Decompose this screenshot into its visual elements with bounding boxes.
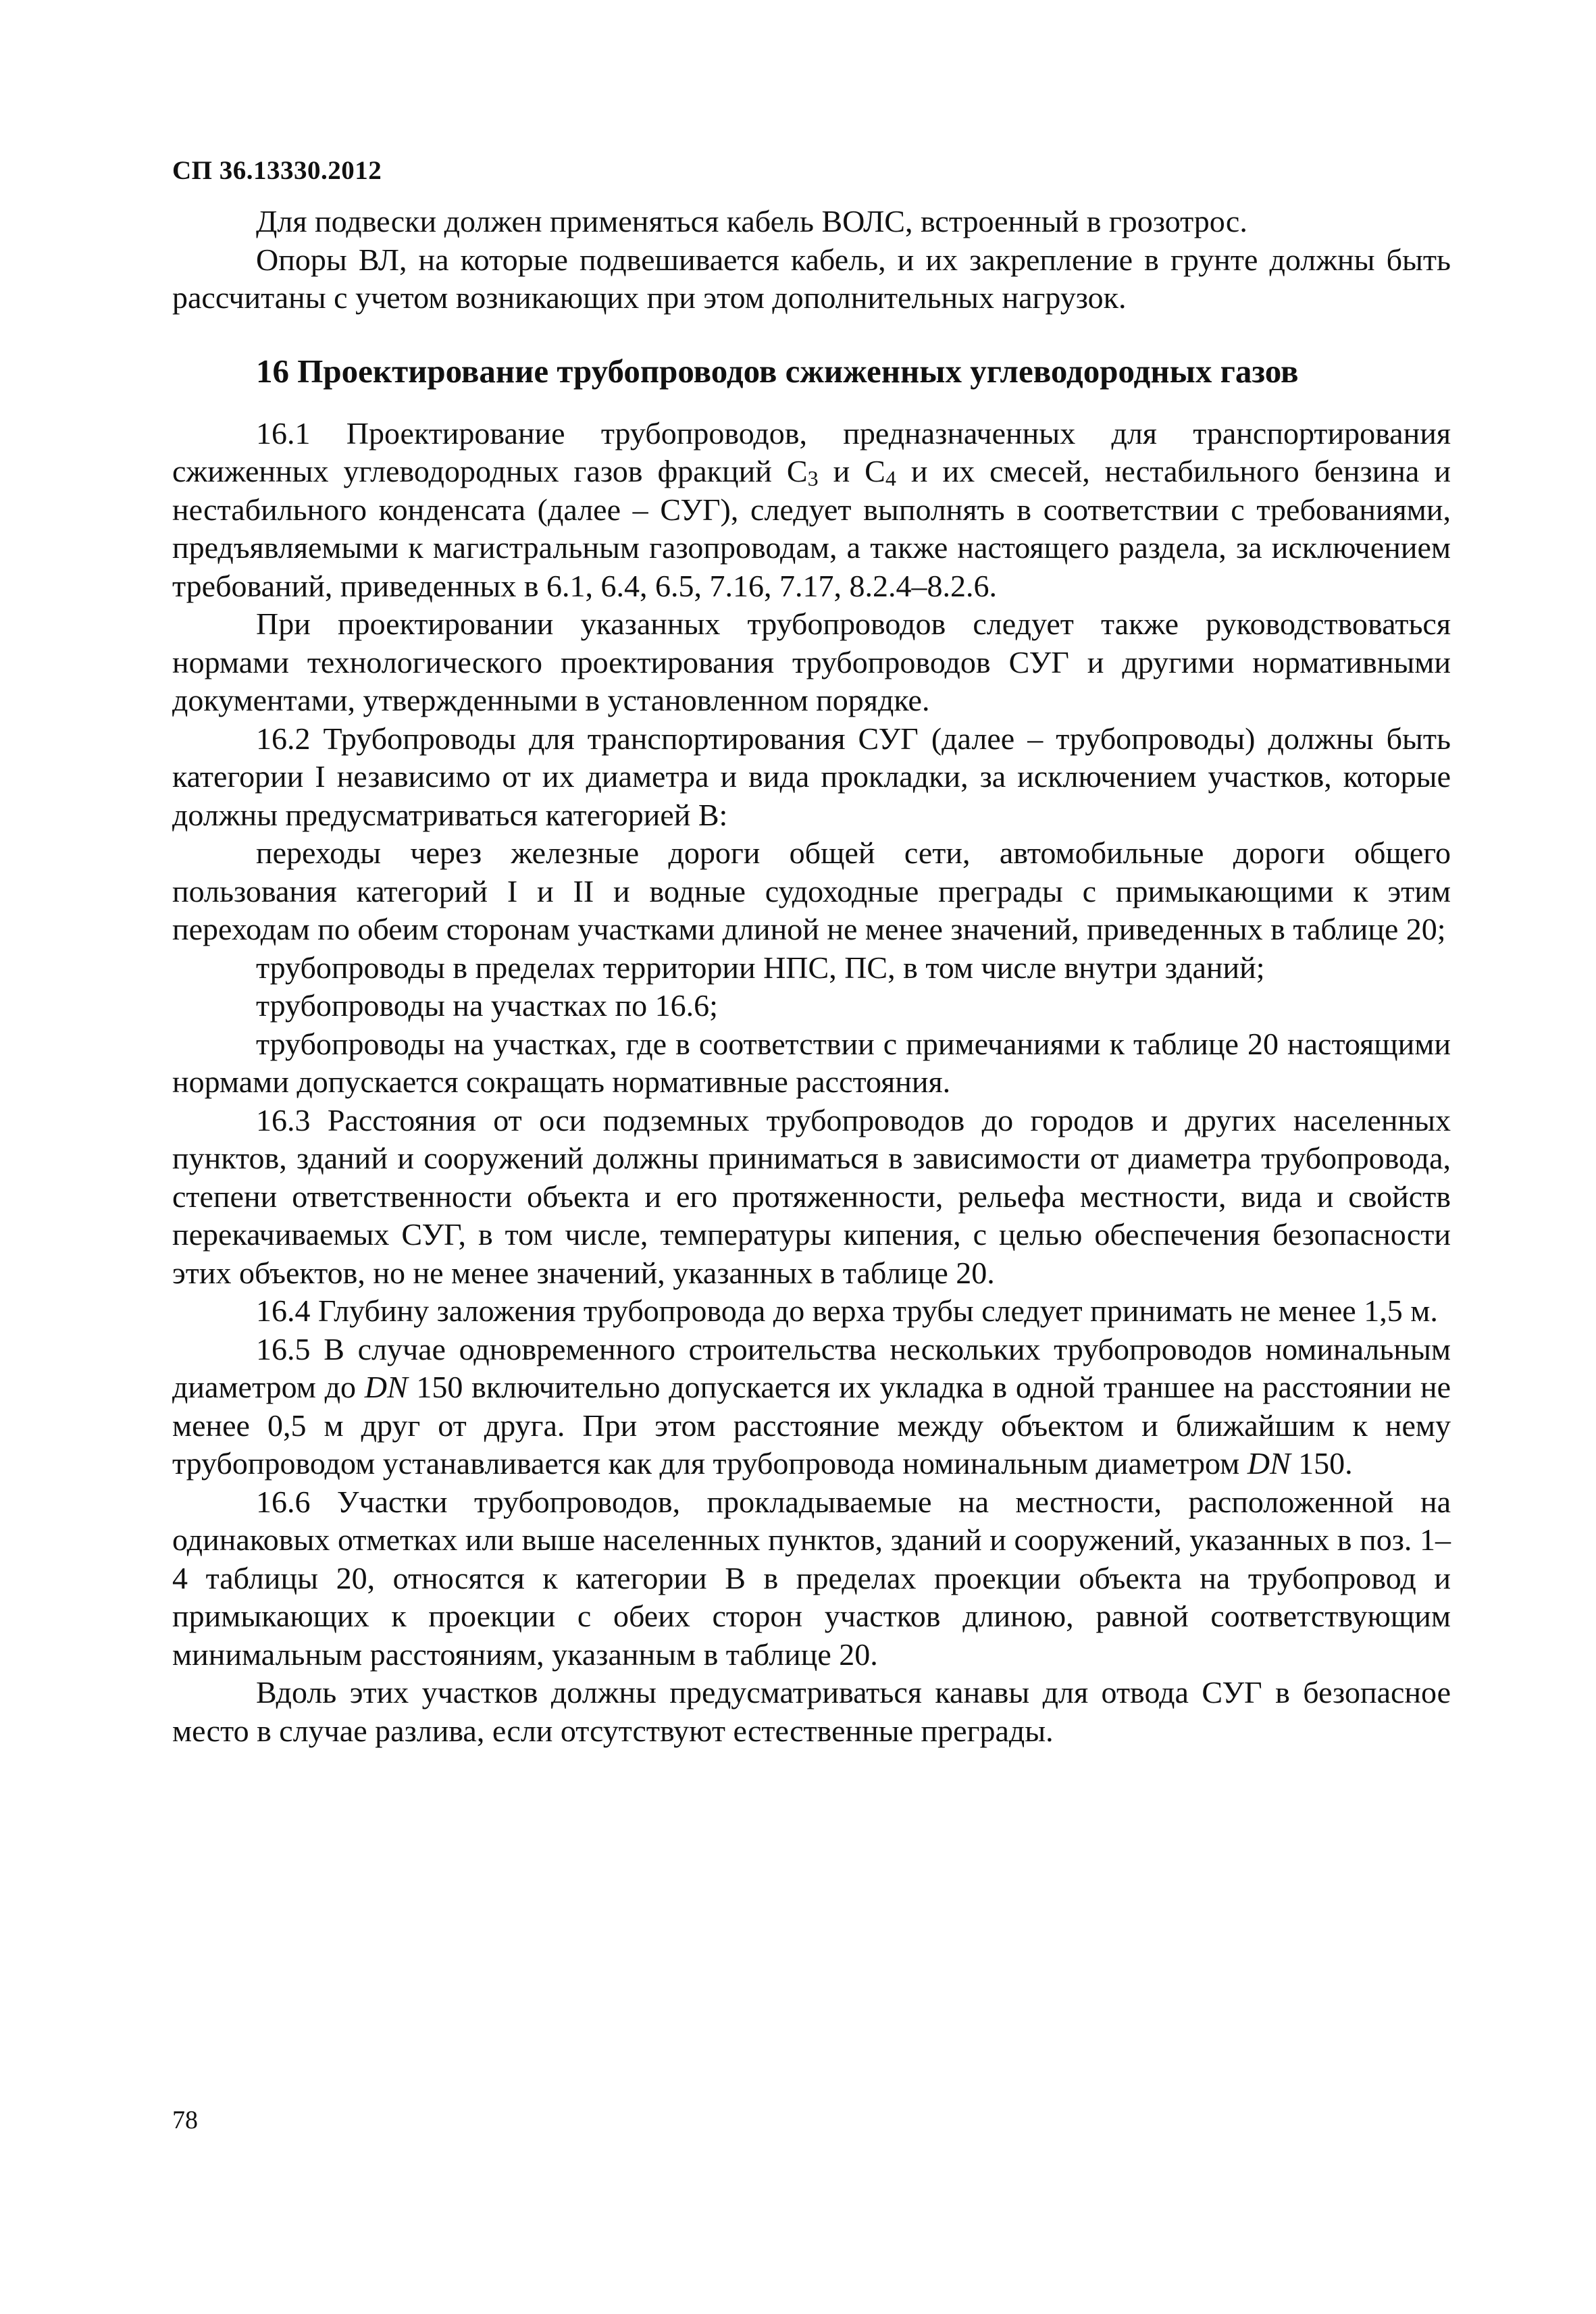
paragraph-16-4: 16.4 Глубину заложения трубопровода до верха трубы следует принимать не менее 1,5 м.	[256, 1293, 1438, 1328]
dn-symbol: DN	[1247, 1446, 1291, 1481]
subscript-4: 4	[885, 466, 896, 490]
subscript-3: 3	[807, 466, 819, 490]
paragraph-cable: Для подвески должен применяться кабель ВОЛС, встроенный в грозотрос.	[256, 204, 1247, 238]
paragraph-16-2: 16.2 Трубопроводы для транспортирования СУГ (далее – трубопроводы) должны быть категории I независимо от их диаметра и вида прокладки, за исключением участков, которые должны предусматриваться категорией В:	[172, 721, 1451, 832]
paragraph-16-1: 16.1 Проектирование трубопроводов, предназначенных для транспортирования сжиженных углеводородных газов фракций С3 и С4 и их смесей, нестабильного бензина и нестабильного конденсата (далее – СУГ), следует выполнять в соответствии с требованиями, предъявляемыми к магистральным газопроводам, а также настоящего раздела, за исключением требований, приведенных в 6.1, 6.4, 6.5, 7.16, 7.17, 8.2.4–8.2.6.	[172, 415, 1451, 603]
section-heading: 16 Проектирование трубопроводов сжиженных углеводородных газов	[256, 352, 1299, 390]
list-item-16-6-sections: трубопроводы на участках по 16.6;	[256, 988, 718, 1023]
paragraph-supports: Опоры ВЛ, на которые подвешивается кабель, и их закрепление в грунте должны быть рассчитаны с учетом возникающих при этом дополнительных нагрузок.	[172, 242, 1451, 315]
dn-symbol: DN	[364, 1370, 408, 1404]
paragraph-16-5: 16.5 В случае одновременного строительства нескольких трубопроводов номинальным диаметром до DN 150 включительно допускается их укладка в одной траншее на расстоянии не менее 0,5 м друг от друга. При этом расстояние между объектом и ближайшим к нему трубопроводом устанавливается как для трубопровода номинальным диаметром DN 150.	[172, 1331, 1451, 1481]
page-number: 78	[172, 2106, 198, 2134]
paragraph-16-1-b: При проектировании указанных трубопроводов следует также руководствоваться нормами технологического проектирования трубопроводов СУГ и другими нормативными документами, утвержденными в установленном порядке.	[172, 607, 1451, 717]
paragraph-16-6-b: Вдоль этих участков должны предусматриваться канавы для отвода СУГ в безопасное место в случае разлива, если отсутствуют естественные преграды.	[172, 1675, 1451, 1748]
document-code: СП 36.13330.2012	[172, 156, 382, 185]
paragraph-16-6: 16.6 Участки трубопроводов, прокладываемые на местности, расположенной на одинаковых отметках или выше населенных пунктов, зданий и сооружений, указанных в поз. 1–4 таблицы 20, относятся к категории В в пределах проекции объекта на трубопровод и примыкающих к проекции с обеих сторон участков длиною, равной соответствующим минимальным расстояниям, указанным в таблице 20.	[172, 1484, 1451, 1672]
page-content	[172, 0, 1451, 2314]
list-item-crossings: переходы через железные дороги общей сети, автомобильные дороги общего пользования категорий I и II и водные судоходные преграды с примыкающими к этим переходам по обеим сторонам участками длиной не менее значений, приведенных в таблице 20;	[172, 835, 1451, 946]
body-text	[172, 203, 1451, 1750]
list-item-reduced-distances: трубопроводы на участках, где в соответствии с примечаниями к таблице 20 настоящими нормами допускается сокращать нормативные расстояния.	[172, 1026, 1451, 1099]
list-item-nps-territory: трубопроводы в пределах территории НПС, ПС, в том числе внутри зданий;	[256, 950, 1265, 985]
paragraph-16-3: 16.3 Расстояния от оси подземных трубопроводов до городов и других населенных пунктов, зданий и сооружений должны приниматься в зависимости от диаметра трубопровода, степени ответственности объекта и его протяженности, рельефа местности, вида и свойств перекачиваемых СУГ, в том числе, температуры кипения, с целью обеспечения безопасности этих объектов, но не менее значений, указанных в таблице 20.	[172, 1102, 1451, 1290]
